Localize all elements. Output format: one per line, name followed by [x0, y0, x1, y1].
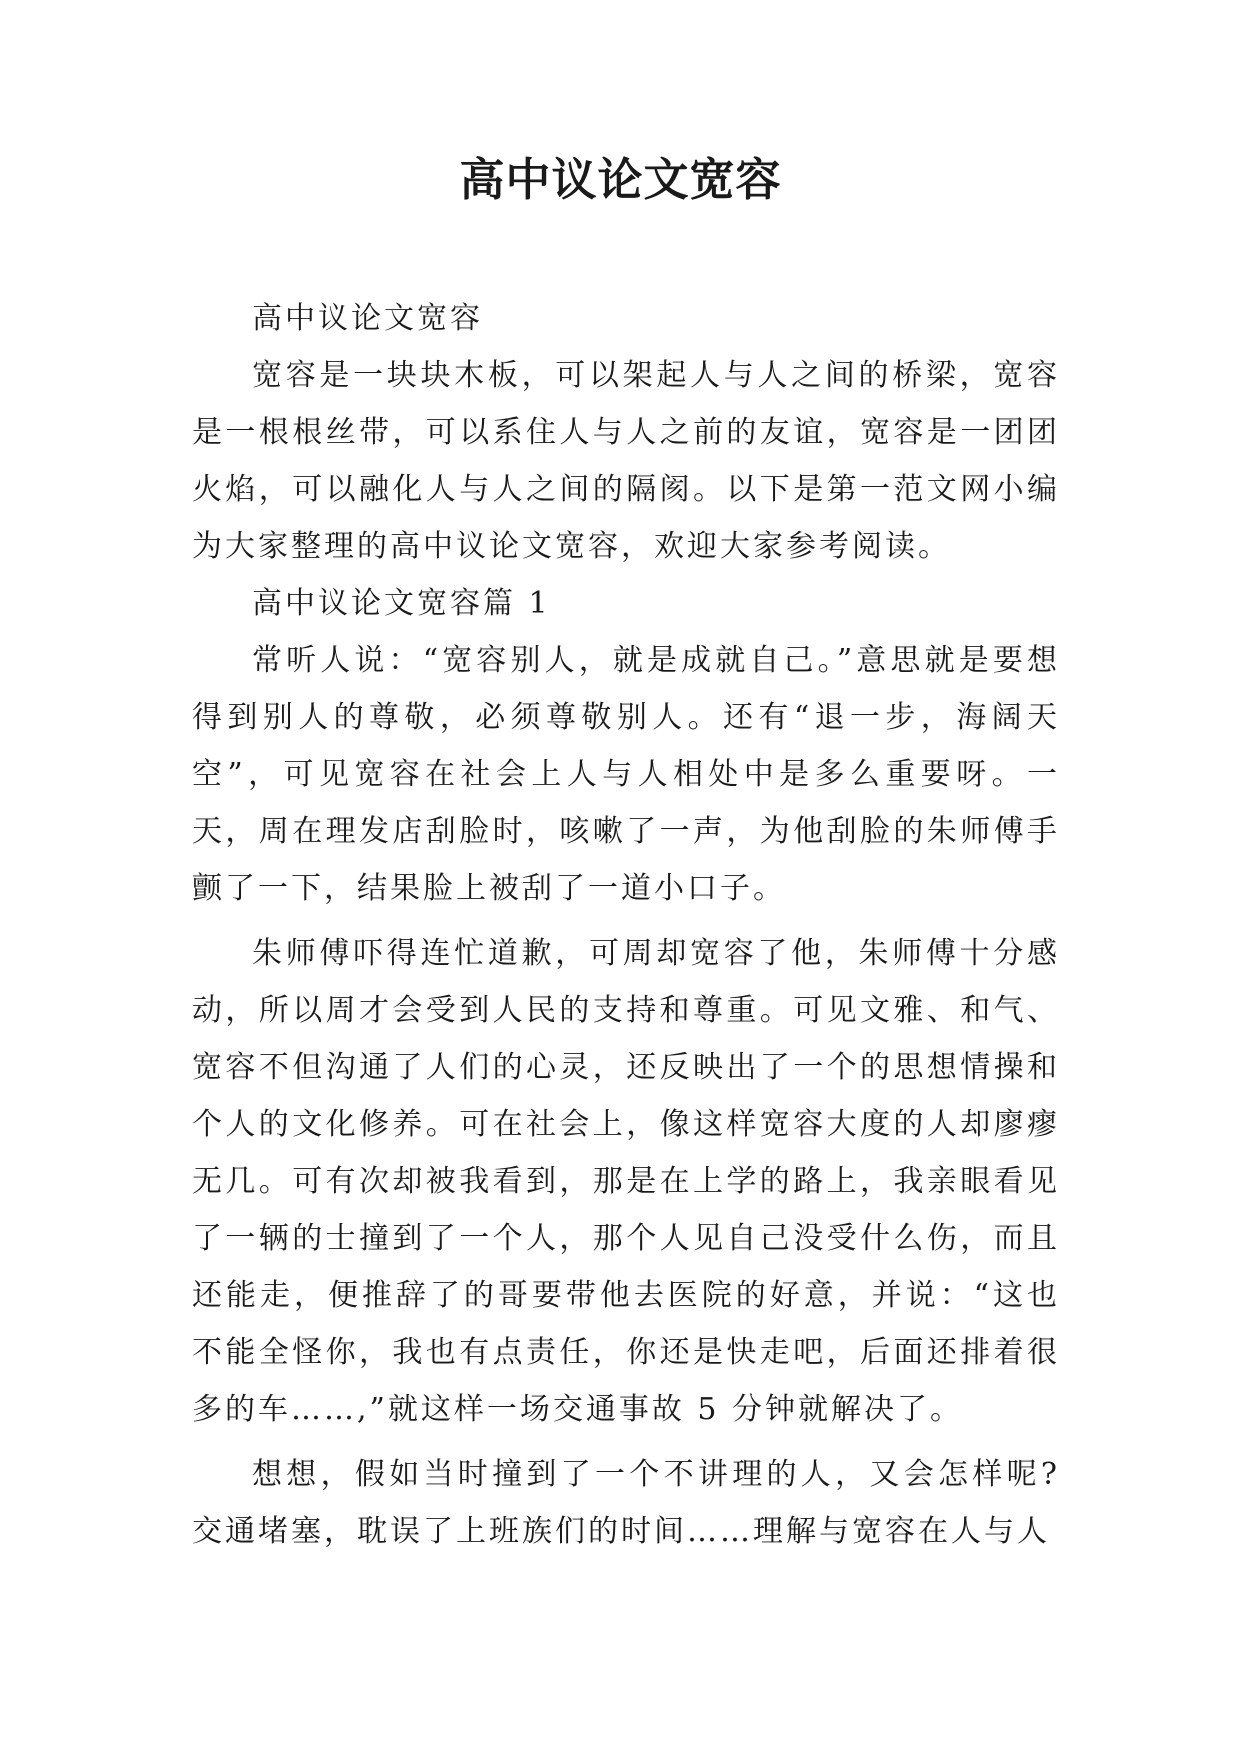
- document-body: [192, 290, 1060, 1560]
- paragraph-body-3: 想想，假如当时撞到了一个不讲理的人，又会怎样呢?交通堵塞，耽误了上班族们的时间……理解与宽容在人与人: [192, 1457, 1060, 1549]
- paragraph-body-2: 朱师傅吓得连忙道歉，可周却宽容了他，朱师傅十分感动，所以周才会受到人民的支持和尊重。可见文雅、和气、宽容不但沟通了人们的心灵，还反映出了一个的思想情操和个人的文化修养。可在社会上，像这样宽容大度的人却廖瘳无几。可有次却被我看到，那是在上学的路上，我亲眼看见了一辆的士撞到了一个人，那个人见自己没受什么伤，而且还能走，便推辞了的哥要带他去医院的好意，并说：“这也不能全怪你，我也有点责任，你还是快走吧，后面还排着很多的车……,”就这样一场交通事故 5 分钟就解决了。: [192, 936, 1060, 1427]
- document-title: 高中议论文宽容: [459, 153, 782, 206]
- paragraph-subheading: 高中议论文宽容篇 1: [252, 586, 551, 621]
- paragraph-intro: 宽容是一块块木板，可以架起人与人之间的桥梁，宽容是一根根丝带，可以系住人与人之前的友谊，宽容是一团团火焰，可以融化人与人之间的隔阂。以下是第一范文网小编为大家整理的高中议论文宽容，欢迎大家参考阅读。: [192, 358, 1060, 564]
- paragraph-heading: 高中议论文宽容: [252, 301, 483, 336]
- paragraph-body-1: 常听人说：“宽容别人，就是成就自己。”意思就是要想得到别人的尊敬，必须尊敬别人。还有“退一步，海阔天空”，可见宽容在社会上人与人相处中是多么重要呀。一天，周在理发店刮脸时，咳嗽了一声，为他刮脸的朱师傅手颤了一下，结果脸上被刮了一道小口子。: [192, 643, 1060, 906]
